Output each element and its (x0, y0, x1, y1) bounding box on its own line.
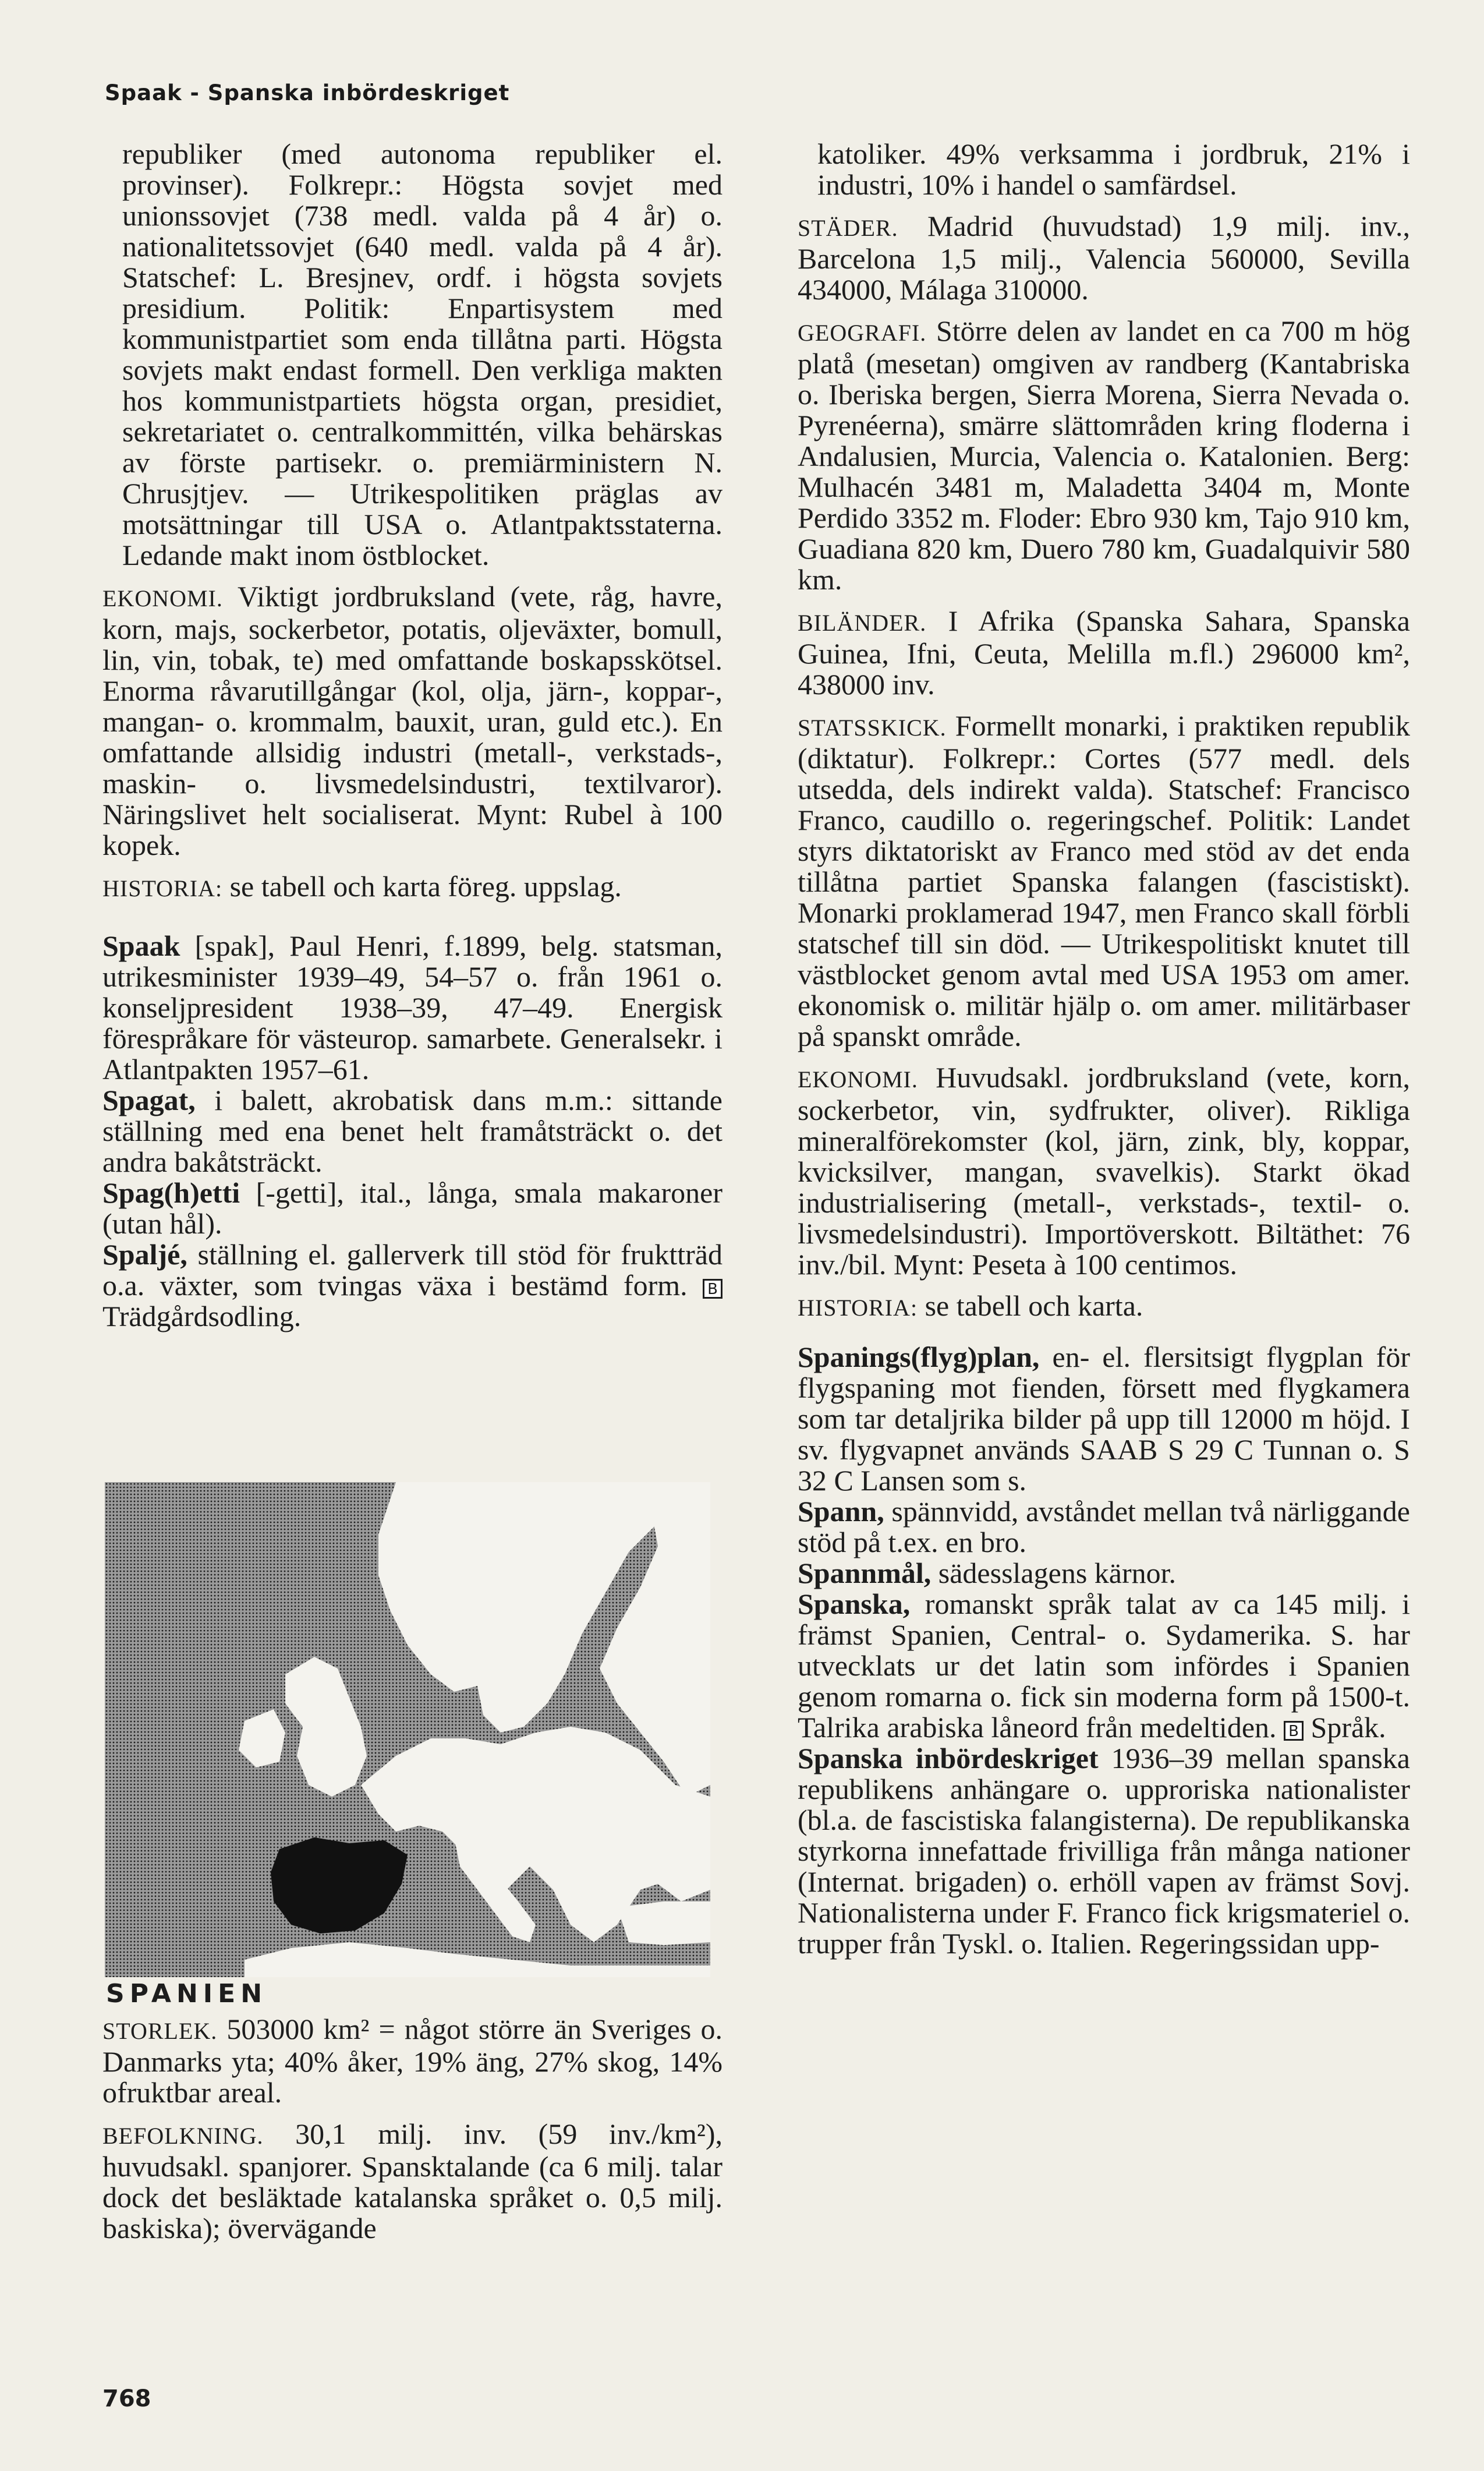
entry-spannmal (798, 1558, 1410, 1589)
headword: Spagat, (102, 1084, 196, 1116)
headword: Spannmål, (798, 1557, 932, 1589)
entry-text: 1936–39 mellan spanska republikens anhängare o. upproriska nationalister (bl.a. de fascistiska falangisterna). De republikanska styrkorna innefattade frivilliga från många nationer (Internat. brigaden) o. erhöll vapen av främst Sovj. Nationalisterna under F. Franco fick krigsmateriel o. trupper från Tyskl. o. Italien. Regeringssidan upp- (798, 1742, 1410, 1960)
land-turkey (617, 1901, 710, 1945)
section-label: STATSSKICK. (798, 715, 947, 741)
land-ireland (239, 1709, 285, 1767)
picture-reference-icon: B (1284, 1721, 1304, 1741)
headword: Spanings(flyg)plan, (798, 1341, 1040, 1373)
spain-statsskick (798, 710, 1410, 1052)
section-text: Huvudsakl. jordbruksland (vete, korn, sockerbetor, vin, sydfrukter, oliver). Rikliga mineralförekomster (kol, järn, zink, bly, koppar, kvicksilver, mangan, svavelkis). Starkt ökad industrialisering (metall-, verkstads-, textil- o. livsmedelsindustri). Importöverskott. Biltäthet: 76 inv./bil. Mynt: Peseta à 100 centimos. (798, 1061, 1410, 1281)
entry-text: spännvidd, avståndet mellan två närliggande stöd på t.ex. en bro. (798, 1495, 1410, 1558)
entry-ussr-politics: republiker (med autonoma republiker el. provinser). Folkrepr.: Högsta sovjet med unionssovjet (738 medl. valda på 4 år) o. nationalitetssovjet (640 medl. valda på 4 år). Statschef: L. Bresjnev, ordf. i högsta sovjets presidium. Politik: Enpartisystem med kommunistpartiet som enda tillåtna parti. Högsta sovjets makt endast formell. Den verkliga makten hos kommunistpartiets högsta organ, presidiet, sekretariatet o. centralkommittén, vilka behärskas av förste partisekr. o. premiärministern N. Chrusjtjev. — Utrikespolitiken präglas av motsättningar till USA o. Atlantpaktsstaterna. Ledande makt inom östblocket. (122, 137, 722, 571)
entry-spaak (102, 931, 722, 1085)
spain-befolkning-cont: katoliker. 49% verksamma i jordbruk, 21% i industri, 10% i handel o samfärdsel. (817, 137, 1410, 201)
headword: Spanska inbördeskriget (798, 1742, 1099, 1774)
cross-reference: Språk. (1304, 1711, 1386, 1744)
spain-befolkning (102, 2119, 722, 2244)
entry-text: romanskt språk talat av ca 145 milj. i främst Spanien, Central- o. Sydamerika. S. har utvecklats ur det latin som infördes i Spanien genom romarna o. fick sin moderna form på 1500-t. Talrika arabiska låneord från medeltiden. (798, 1588, 1410, 1744)
entry-text: sädesslagens kärnor. (931, 1557, 1177, 1589)
section-text: se tabell och karta. (918, 1289, 1143, 1322)
spain-entry-left (102, 2014, 722, 2244)
spain-stader (798, 211, 1410, 305)
entry-text: en- el. flersitsigt flygplan för flygspaning mot fienden, försett med flygkamera som tar detaljrika bilder på upp till 12000 m höjd. I sv. flygvapnet används SAAB S 29 C Tunnan o. S 32 C Lansen som s. (798, 1341, 1410, 1497)
section-label: BILÄNDER. (798, 610, 927, 636)
land-britain (285, 1657, 367, 1797)
section-text: Större delen av landet en ca 700 m hög platå (mesetan) omgiven av randberg (Kantabriska o. Iberiska bergen, Sierra Morena, Sierra Nevada o. Pyrenéerna), smärre slättområden kring floderna i Andalusien, Murcia, Valencia o. Katalonien. Berg: Mulhacén 3481 m, Maladetta 3404 m, Monte Perdido 3352 m. Floder: Ebro 930 km, Tajo 910 km, Guadiana 820 km, Duero 780 km, Guadalquivir 580 km. (798, 314, 1410, 596)
map-title: SPANIEN (106, 1979, 268, 2009)
section-text: 503000 km² = något större än Sveriges o. Danmarks yta; 40% åker, 19% äng, 27% skog, 14% ofruktbar areal. (102, 2013, 722, 2109)
page-number: 768 (102, 2385, 151, 2412)
section-text: se tabell och karta föreg. uppslag. (222, 870, 622, 903)
entry-ussr-historia (102, 871, 722, 904)
entry-spanska-inbordeskriget (798, 1743, 1410, 1959)
spain-bilander (798, 606, 1410, 700)
section-text: 30,1 milj. inv. (59 inv./km²), huvudsakl. spanjorer. Spansktalande (ca 6 milj. talar dock det besläktade katalanska språket o. 0,5 milj. baskiska); övervägande (102, 2118, 722, 2244)
section-text: Viktigt jordbruksland (vete, råg, havre, korn, majs, sockerbetor, potatis, oljeväxter, bomull, lin, vin, tobak, te) med omfattande boskapsskötsel. Enorma råvarutillgångar (kol, olja, järn-, koppar-, mangan- o. krommalm, bauxit, uran, guld etc.). En omfattande allsidig industri (metall-, verkstads-, maskin- o. livsmedelsindustri, textilvaror). Näringslivet helt socialiserat. Mynt: Rubel à 100 kopek. (102, 580, 722, 861)
left-column (102, 139, 722, 1332)
spain-ekonomi (798, 1062, 1410, 1280)
entry-spaningsplan (798, 1342, 1410, 1496)
entry-text: [spak], Paul Henri, f.1899, belg. statsman, utrikesminister 1939–49, 54–57 o. från 1961 o. konseljpresident 1938–39, 47–49. Energisk förespråkare för västeurop. samarbete. Generalsekr. i Atlantpakten 1957–61. (102, 929, 722, 1086)
entry-text: ställning el. gallerverk till stöd för fruktträd o.a. växter, som tvingas växa i bestämd form. (102, 1238, 722, 1302)
cross-reference: Trädgårdsodling. (102, 1300, 302, 1332)
section-label: BEFOLKNING. (102, 2123, 264, 2149)
right-column (798, 139, 1410, 1959)
section-text: Madrid (huvudstad) 1,9 milj. inv., Barcelona 1,5 milj., Valencia 560000, Sevilla 434000, Málaga 310000. (798, 210, 1410, 306)
section-text: Formellt monarki, i praktiken republik (diktatur). Folkrepr.: Cortes (577 medl. dels utsedda, dels indirekt valda). Statschef: Francisco Franco, caudillo o. regeringschef. Politik: Landet styrs diktatoriskt av Franco med stöd av det enda tillåtna partiet Spanska falangen (fascistiskt). Monarki proklamerad 1947, men Franco skall förbli statschef till sin död. — Utrikespolitiskt knutet till västblocket genom avtal med USA 1953 om amer. ekonomisk o. militär hjälp o. om amer. militärbaser på spanskt område. (798, 709, 1410, 1052)
entry-spagat (102, 1085, 722, 1178)
headword: Spann, (798, 1495, 884, 1528)
entry-spalje (102, 1239, 722, 1332)
picture-reference-icon: B (703, 1279, 722, 1299)
headword: Spanska, (798, 1588, 911, 1620)
section-label: HISTORIA: (798, 1295, 918, 1321)
section-label: GEOGRAFI. (798, 320, 927, 346)
headword: Spag(h)etti (102, 1176, 240, 1209)
section-label: EKONOMI. (798, 1066, 918, 1093)
spain-storlek (102, 2014, 722, 2108)
section-text: I Afrika (Spanska Sahara, Spanska Guinea, Ifni, Ceuta, Melilla m.fl.) 296000 km², 438000 inv. (798, 605, 1410, 701)
spain-highlight (271, 1837, 408, 1933)
section-label: EKONOMI. (102, 585, 223, 611)
entry-text: [-getti], ital., långa, smala makaroner (utan hål). (102, 1176, 722, 1240)
entry-spaghetti (102, 1178, 722, 1239)
entry-spanska (798, 1589, 1410, 1743)
spain-locator-map (105, 1482, 710, 1977)
europe-map-drawing (105, 1482, 710, 1977)
entry-text: i balett, akrobatisk dans m.m.: sittande ställning med ena benet helt framåtsträckt o. det andra bakåtsträckt. (102, 1084, 722, 1178)
running-head: Spaak - Spanska inbördeskriget (105, 80, 510, 105)
entry-spann (798, 1496, 1410, 1558)
section-label: STÄDER. (798, 215, 898, 241)
entry-ussr-ekonomi (102, 581, 722, 861)
headword: Spaak (102, 929, 180, 962)
section-label: STORLEK. (102, 2018, 218, 2044)
section-label: HISTORIA: (102, 875, 223, 902)
spain-geografi (798, 316, 1410, 595)
spain-historia (798, 1291, 1410, 1323)
land-north-africa (245, 1942, 710, 1977)
headword: Spaljé, (102, 1238, 187, 1271)
